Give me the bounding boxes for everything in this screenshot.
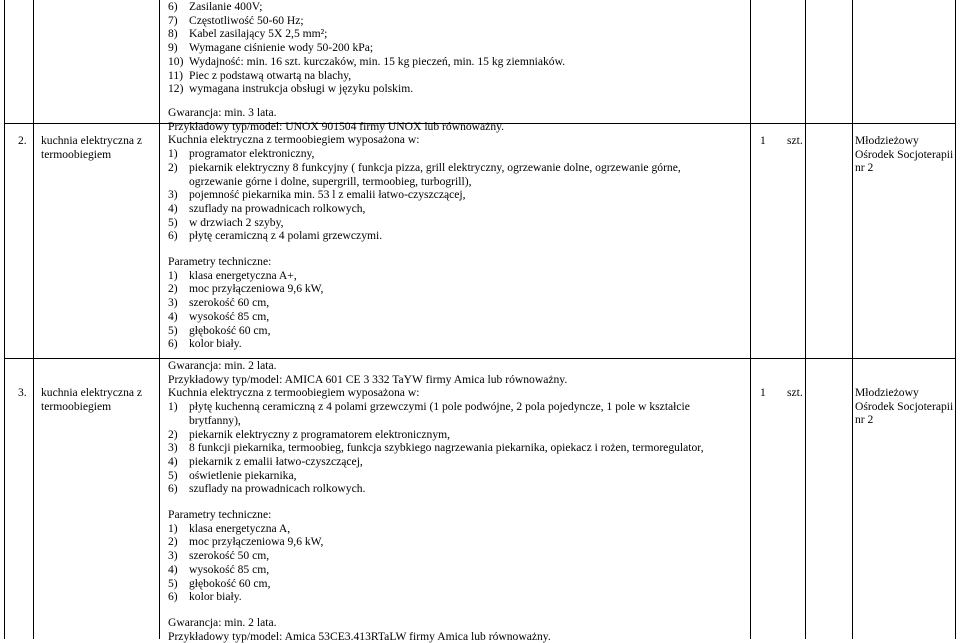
delivery-place-line: nr 2 — [855, 161, 874, 175]
list-item: 2) piekarnik elektryczny z programatorem elektronicznym, — [168, 427, 451, 441]
list-item: 12) wymagana instrukcja obsługi w języku polskim. — [168, 82, 414, 96]
list-item: 5) głębokość 60 cm, — [168, 576, 271, 590]
list-item: 2) moc przyłączeniowa 9,6 kW, — [168, 282, 324, 296]
item-description — [168, 106, 681, 351]
table-divider-description — [750, 0, 751, 639]
table-border-left — [4, 0, 5, 639]
model-text: Przykładowy typ/model: AMICA 601 CE 3 332 TaYW firmy Amica lub równoważny. — [168, 372, 568, 386]
list-item: 4) piekarnik z emalii łatwo-czyszczącej, — [168, 454, 363, 468]
quantity: 1 — [760, 386, 766, 399]
list-item: 2) piekarnik elektryczny 8 funkcyjny ( funkcja pizza, grill elektryczny, ogrzewanie dolne, ogrzewanie górne, ogrzewanie górne i dolne, supergrill, termoobieg, turbogrill), — [168, 160, 681, 188]
unit: szt. — [787, 386, 803, 399]
list-item: 1) klasa energetyczna A+, — [168, 268, 297, 282]
delivery-place — [855, 386, 953, 427]
params-title: Parametry techniczne: — [168, 508, 272, 522]
item-name-line: termoobiegiem — [41, 399, 112, 413]
table-divider-unit — [852, 0, 853, 639]
list-item: 8) Kabel zasilający 5X 2,5 mm²; — [168, 27, 328, 41]
table-divider-lp — [33, 0, 34, 639]
model-text: Przykładowy typ/model: UNOX 901504 firmy UNOX lub równoważny. — [168, 119, 505, 133]
list-item: 4) szuflady na prowadnicach rolkowych, — [168, 201, 366, 215]
row-number: 2. — [18, 134, 27, 147]
params-list — [168, 522, 704, 604]
list-item: 1) programator elektroniczny, — [168, 147, 315, 161]
delivery-place-line: Ośrodek Socjoterapii — [855, 147, 954, 161]
guarantee-text: Gwarancja: min. 2 lata. — [168, 359, 277, 372]
delivery-place — [855, 134, 953, 175]
params-title: Parametry techniczne: — [168, 255, 272, 269]
list-item: 2) moc przyłączeniowa 9,6 kW, — [168, 535, 324, 549]
list-item: 3) szerokość 50 cm, — [168, 549, 270, 563]
list-item: 9) Wymagane ciśnienie wody 50-200 kPa; — [168, 41, 374, 55]
table-divider-name — [159, 0, 160, 639]
list-item: 5) w drzwiach 2 szyby, — [168, 215, 284, 229]
features-intro: Kuchnia elektryczna z termoobiegiem wyposażona w: — [168, 133, 420, 147]
delivery-place-line: nr 2 — [855, 413, 874, 427]
top-list — [168, 0, 565, 96]
list-item: 7) Częstotliwość 50-60 Hz; — [168, 13, 304, 27]
features-intro: Kuchnia elektryczna z termoobiegiem wyposażona w: — [168, 386, 420, 400]
delivery-place-line: Młodzieżowy — [855, 134, 919, 147]
list-item: 1) płytę kuchenną ceramiczną z 4 polami grzewczymi (1 pole podwójne, 2 pola pojedyncze, 1 pole w kształcie brytfanny), — [168, 400, 690, 427]
list-item: 3) szerokość 60 cm, — [168, 296, 270, 310]
item-name — [41, 386, 142, 413]
list-item: 1) klasa energetyczna A, — [168, 521, 291, 535]
item-name-line: termoobiegiem — [41, 147, 112, 161]
delivery-place-line: Młodzieżowy — [855, 386, 919, 399]
unit: szt. — [787, 134, 803, 147]
table-border-right — [955, 0, 956, 639]
features-list — [168, 400, 704, 496]
guarantee-text: Gwarancja: min. 3 lata. — [168, 106, 277, 119]
quantity: 1 — [760, 134, 766, 147]
list-item: 5) oświetlenie piekarnika, — [168, 468, 297, 482]
delivery-place-line: Ośrodek Socjoterapii — [855, 399, 954, 413]
list-item: 3) 8 funkcji piekarnika, termoobieg, funkcja szybkiego nagrzewania piekarnika, opiekacz i rożen, termoregulator, — [168, 441, 704, 455]
item-name-line: kuchnia elektryczna z — [41, 134, 143, 147]
list-item: 6) kolor biały. — [168, 337, 242, 351]
list-item: 6) Zasilanie 400V; — [168, 0, 263, 13]
item-name-line: kuchnia elektryczna z — [41, 386, 143, 399]
row-number: 3. — [18, 386, 27, 399]
guarantee-text: Gwarancja: min. 2 lata. — [168, 615, 277, 629]
model-text: Przykładowy typ/model: Amica 53CE3.413RTaLW firmy Amica lub równoważny. — [168, 629, 551, 643]
params-list — [168, 269, 681, 351]
list-item: 6) kolor biały. — [168, 590, 242, 604]
list-item: 3) pojemność piekarnika min. 53 l z emalii łatwo-czyszczącej, — [168, 188, 466, 202]
list-item: 5) głębokość 60 cm, — [168, 323, 271, 337]
list-item: 6) płytę ceramiczną z 4 polami grzewczymi. — [168, 229, 383, 243]
list-item: 4) wysokość 85 cm, — [168, 309, 270, 323]
list-item: 6) szuflady na prowadnicach rolkowych. — [168, 482, 366, 496]
list-item: 11) Piec z podstawą otwartą na blachy, — [168, 68, 352, 82]
item-name — [41, 134, 142, 161]
list-item: 10) Wydajność: min. 16 szt. kurczaków, min. 15 kg pieczeń, min. 15 kg ziemniaków. — [168, 54, 566, 68]
table-divider-quantity — [805, 0, 806, 639]
features-list — [168, 147, 681, 243]
list-item: 4) wysokość 85 cm, — [168, 562, 270, 576]
item-description — [168, 359, 704, 643]
